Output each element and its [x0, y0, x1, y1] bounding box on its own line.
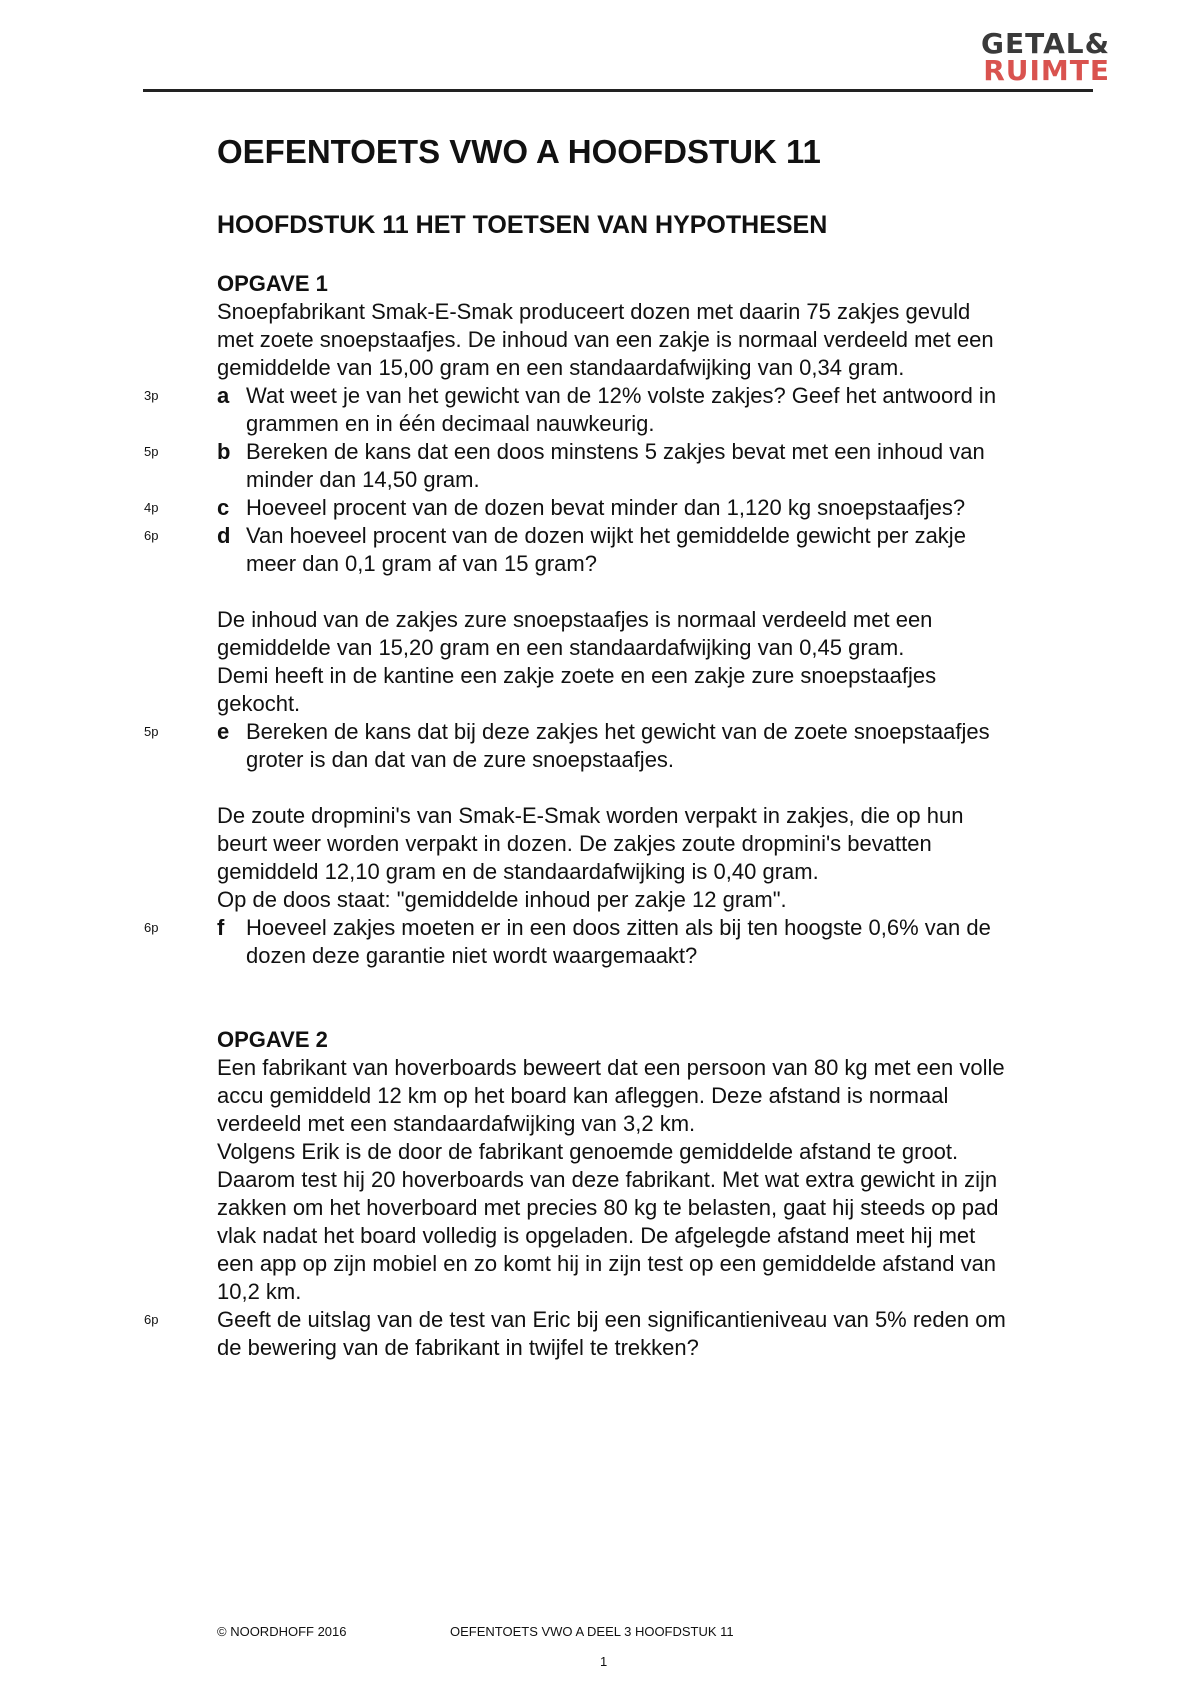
intro-line: met zoete snoepstaafjes. De inhoud van een zakje is normaal verdeeld met een — [217, 327, 994, 352]
question-line: groter is dan dat van de zure snoepstaafjes. — [246, 747, 675, 772]
page-footer — [217, 1624, 734, 1640]
paragraph-line: gemiddeld 12,10 gram en de standaardafwijking is 0,40 gram. — [217, 859, 819, 884]
paragraph-line: De zoute dropmini's van Smak-E-Smak worden verpakt in zakjes, die op hun — [217, 803, 964, 828]
paragraph-line: De inhoud van de zakjes zure snoepstaafjes is normaal verdeeld met een — [217, 607, 933, 632]
opgave-2-question — [144, 1306, 1097, 1362]
points-label: 6p — [144, 920, 159, 935]
intro-line: verdeeld met een standaardafwijking van 3,2 km. — [217, 1111, 696, 1136]
intro-line: zakken om het hoverboard met precies 80 kg te belasten, gaat hij steeds op pad — [217, 1195, 999, 1220]
question-letter: f — [217, 915, 225, 940]
points-label: 6p — [144, 1312, 159, 1327]
intro-line: Volgens Erik is de door de fabrikant genoemde gemiddelde afstand te groot. — [217, 1139, 959, 1164]
logo-line-2: RUIMTE — [983, 54, 1110, 87]
points-label: 5p — [144, 724, 159, 739]
paragraph-line: gemiddelde van 15,20 gram en een standaardafwijking van 0,45 gram. — [217, 635, 905, 660]
opgave-1-heading: OPGAVE 1 — [217, 271, 328, 296]
document-body — [144, 132, 1097, 1362]
question-letter: d — [217, 523, 231, 548]
question-line: meer dan 0,1 gram af van 15 gram? — [246, 551, 597, 576]
question-line: Hoeveel zakjes moeten er in een doos zitten als bij ten hoogste 0,6% van de — [246, 915, 991, 940]
question-line: Hoeveel procent van de dozen bevat minder dan 1,120 kg snoepstaafjes? — [246, 495, 966, 520]
paragraph-line: gekocht. — [217, 691, 301, 716]
question-letter: a — [217, 383, 230, 408]
intro-line: Een fabrikant van hoverboards beweert dat een persoon van 80 kg met een volle — [217, 1055, 1005, 1080]
points-label: 5p — [144, 444, 159, 459]
intro-line: een app op zijn mobiel en zo komt hij in zijn test op een gemiddelde afstand van — [217, 1251, 997, 1276]
question-letter: c — [217, 495, 230, 520]
intro-line: gemiddelde van 15,00 gram en een standaardafwijking van 0,34 gram. — [217, 355, 905, 380]
chapter-subtitle: HOOFDSTUK 11 HET TOETSEN VAN HYPOTHESEN — [217, 211, 828, 239]
question-line: grammen en in één decimaal nauwkeurig. — [246, 411, 655, 436]
question-a — [144, 382, 1097, 438]
question-letter: b — [217, 439, 231, 464]
question-line: Bereken de kans dat een doos minstens 5 zakjes bevat met een inhoud van — [246, 439, 985, 464]
question-line: minder dan 14,50 gram. — [246, 467, 480, 492]
question-letter: e — [217, 719, 230, 744]
intro-line: vlak nadat het board volledig is opgeladen. De afgelegde afstand meet hij met — [217, 1223, 976, 1248]
question-line: Wat weet je van het gewicht van de 12% volste zakjes? Geef het antwoord in — [246, 383, 997, 408]
points-label: 4p — [144, 500, 159, 515]
question-e — [144, 718, 1097, 774]
page-title: OEFENTOETS VWO A HOOFDSTUK 11 — [217, 133, 821, 170]
intro-line: Daarom test hij 20 hoverboards van deze fabrikant. Met wat extra gewicht in zijn — [217, 1167, 998, 1192]
logo-line-1: GETAL& — [981, 27, 1110, 60]
intro-line: Snoepfabrikant Smak-E-Smak produceert dozen met daarin 75 zakjes gevuld — [217, 299, 971, 324]
intro-line: accu gemiddeld 12 km op het board kan afleggen. Deze afstand is normaal — [217, 1083, 949, 1108]
question-d — [144, 522, 1097, 578]
opgave-2-heading: OPGAVE 2 — [217, 1027, 328, 1052]
question-line: Bereken de kans dat bij deze zakjes het gewicht van de zoete snoepstaafjes — [246, 719, 990, 744]
footer-document-title: OEFENTOETS VWO A DEEL 3 HOOFDSTUK 11 — [450, 1624, 734, 1639]
paragraph-line: Op de doos staat: "gemiddelde inhoud per zakje 12 gram". — [217, 887, 787, 912]
publisher-logo — [981, 27, 1110, 87]
question-line: Geeft de uitslag van de test van Eric bij een significantieniveau van 5% reden om — [217, 1307, 1006, 1332]
paragraph-line: Demi heeft in de kantine een zakje zoete en een zakje zure snoepstaafjes — [217, 663, 937, 688]
question-b — [144, 438, 1097, 494]
footer-copyright: © NOORDHOFF 2016 — [217, 1624, 347, 1639]
intro-line: 10,2 km. — [217, 1279, 302, 1304]
question-line: de bewering van de fabrikant in twijfel te trekken? — [217, 1335, 699, 1360]
points-label: 6p — [144, 528, 159, 543]
page-number: 1 — [600, 1654, 608, 1669]
points-label: 3p — [144, 388, 159, 403]
question-c — [144, 494, 1097, 522]
header-rule — [143, 89, 1093, 92]
question-line: Van hoeveel procent van de dozen wijkt het gemiddelde gewicht per zakje — [246, 523, 966, 548]
question-line: dozen deze garantie niet wordt waargemaakt? — [246, 943, 698, 968]
question-f — [144, 914, 1097, 970]
paragraph-line: beurt weer worden verpakt in dozen. De zakjes zoute dropmini's bevatten — [217, 831, 932, 856]
